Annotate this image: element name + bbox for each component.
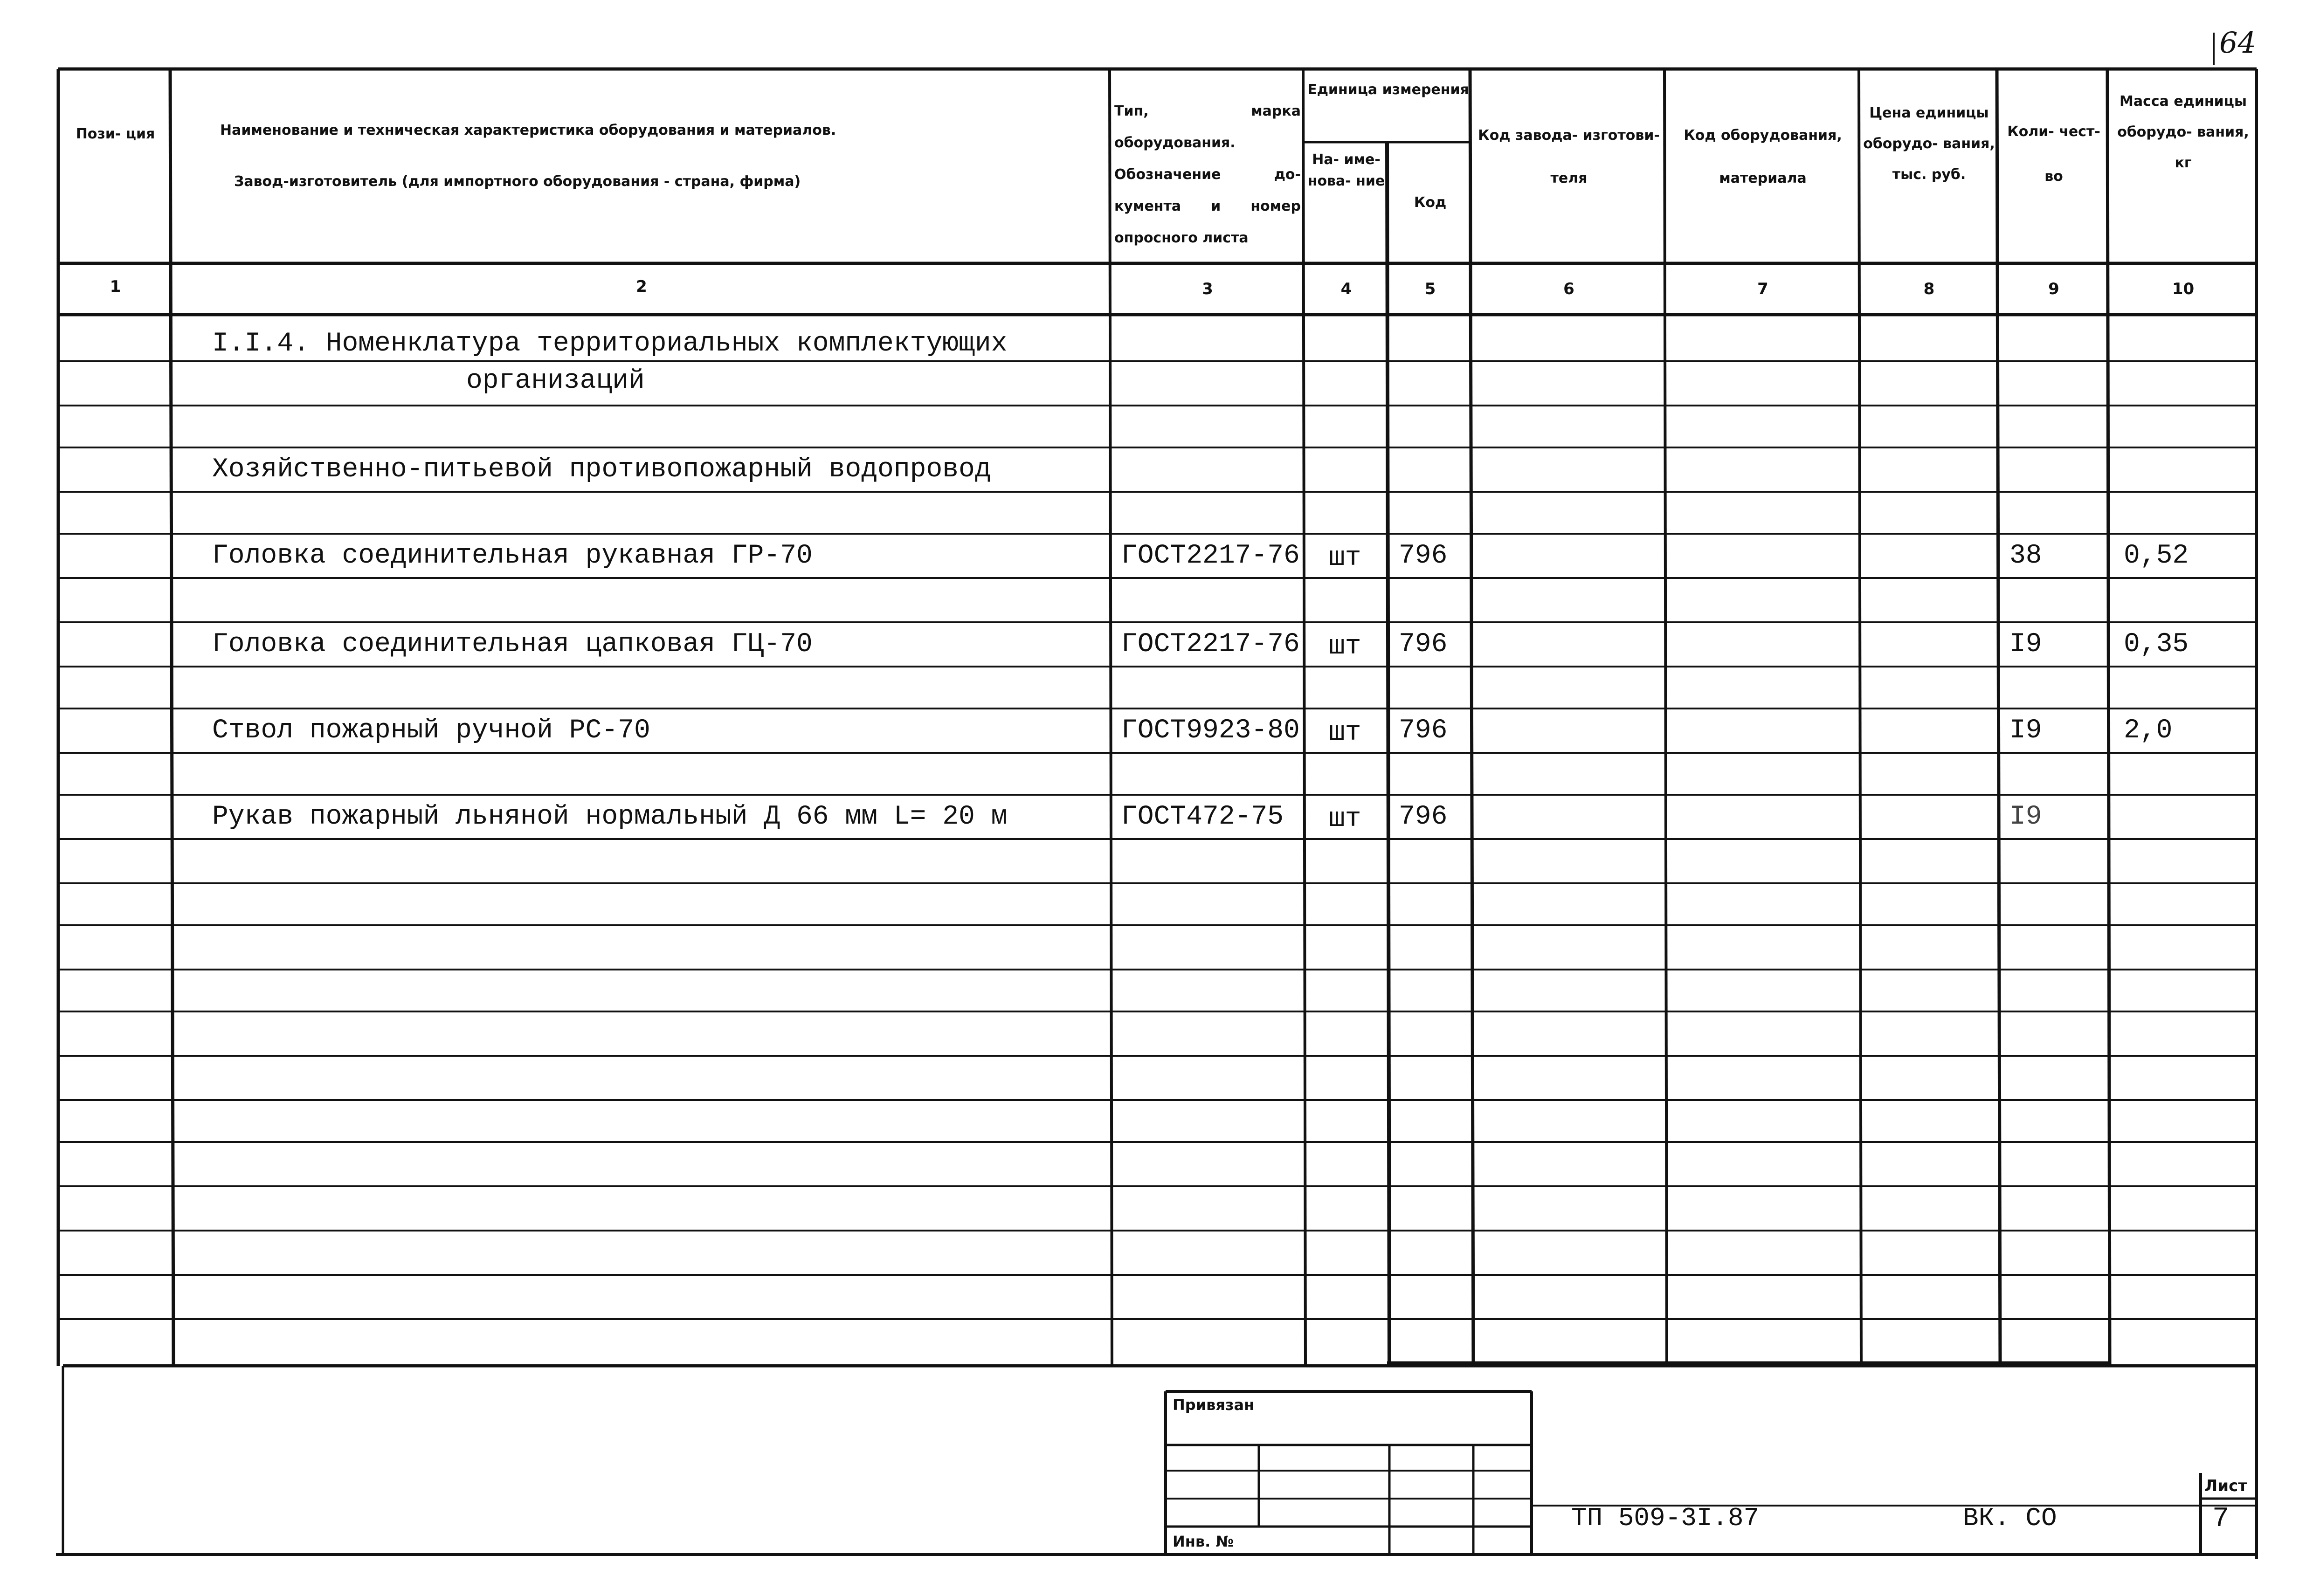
header-unit-code: Код: [1414, 194, 1447, 211]
row-2-name: организаций: [466, 366, 645, 396]
row-5-qty: I9: [2009, 629, 2042, 660]
header-quantity: Коли- чест- во: [2007, 124, 2100, 185]
row-6-mass: 2,0: [2124, 715, 2173, 746]
row-4-name: Головка соединительная рукавная ГР-70: [212, 541, 813, 571]
page-number: 64: [2219, 26, 2256, 60]
row-5-mass: 0,35: [2124, 629, 2189, 660]
document-section: ВК. СО: [1963, 1503, 2057, 1533]
column-number-9: 9: [2048, 280, 2059, 298]
row-4-code: 796: [1399, 541, 1448, 571]
header-price: Цена единицы оборудо- вания, тыс. руб.: [1863, 105, 1995, 183]
row-7-name: Рукав пожарный льняной нормальный Д 66 мм L= 20 м: [212, 802, 1008, 832]
row-6-qty: I9: [2009, 715, 2042, 746]
stamp-inventory-number: Инв. №: [1173, 1533, 1234, 1550]
row-3-name: Хозяйственно-питьевой противопожарный водопровод: [212, 454, 991, 485]
header-doc-type: Тип, марка оборудования. Обозначение до- кумента и номер опросного листа: [1114, 103, 1301, 246]
row-6-doc: ГОСТ9923-80: [1121, 715, 1300, 746]
document-code: ТП 509-3I.87: [1571, 1503, 1760, 1533]
row-6-name: Ствол пожарный ручной РС-70: [212, 715, 650, 746]
header-equipment-code: Код оборудования, материала: [1684, 127, 1842, 186]
column-number-10: 10: [2172, 280, 2195, 298]
row-4-doc: ГОСТ2217-76: [1121, 541, 1300, 571]
row-5-doc: ГОСТ2217-76: [1121, 629, 1300, 660]
row-4-unit: шт: [1329, 543, 1361, 573]
row-6-code: 796: [1399, 715, 1448, 746]
row-7-unit: шт: [1329, 804, 1361, 834]
column-number-8: 8: [1923, 280, 1935, 298]
row-4-qty: 38: [2009, 541, 2042, 571]
column-number-3: 3: [1202, 280, 1213, 298]
row-7-qty: I9: [2009, 802, 2042, 832]
column-number-6: 6: [1563, 280, 1574, 298]
column-number-1: 1: [110, 277, 121, 296]
stamp-privyazan: Привязан: [1173, 1396, 1255, 1414]
column-number-4: 4: [1340, 280, 1352, 298]
header-unit-group: Единица измерения: [1307, 82, 1469, 98]
row-5-code: 796: [1399, 629, 1448, 660]
column-number-7: 7: [1757, 280, 1768, 298]
column-number-5: 5: [1424, 280, 1436, 298]
row-1-name: I.I.4. Номенклатура территориальных комплектующих: [212, 329, 1008, 359]
sheet-label: Лист: [2204, 1477, 2247, 1495]
header-unit-name: На- име- нова- ние: [1307, 151, 1385, 189]
row-7-doc: ГОСТ472-75: [1121, 802, 1284, 832]
sheet-number: 7: [2212, 1503, 2230, 1535]
row-4-mass: 0,52: [2124, 541, 2189, 571]
row-6-unit: шт: [1329, 718, 1361, 748]
header-name-line1: Наименование и техническая характеристика оборудования и материалов.: [220, 122, 836, 138]
row-5-unit: шт: [1329, 632, 1361, 662]
column-number-2: 2: [636, 277, 647, 296]
header-factory-code: Код завода- изготови- теля: [1478, 127, 1660, 186]
row-7-code: 796: [1399, 802, 1448, 832]
row-5-name: Головка соединительная цапковая ГЦ-70: [212, 629, 813, 660]
header-position: Пози- ция: [76, 126, 155, 142]
header-name-line2: Завод-изготовитель (для импортного оборудования - страна, фирма): [234, 173, 801, 190]
header-mass: Масса единицы оборудо- вания, кг: [2117, 93, 2249, 171]
